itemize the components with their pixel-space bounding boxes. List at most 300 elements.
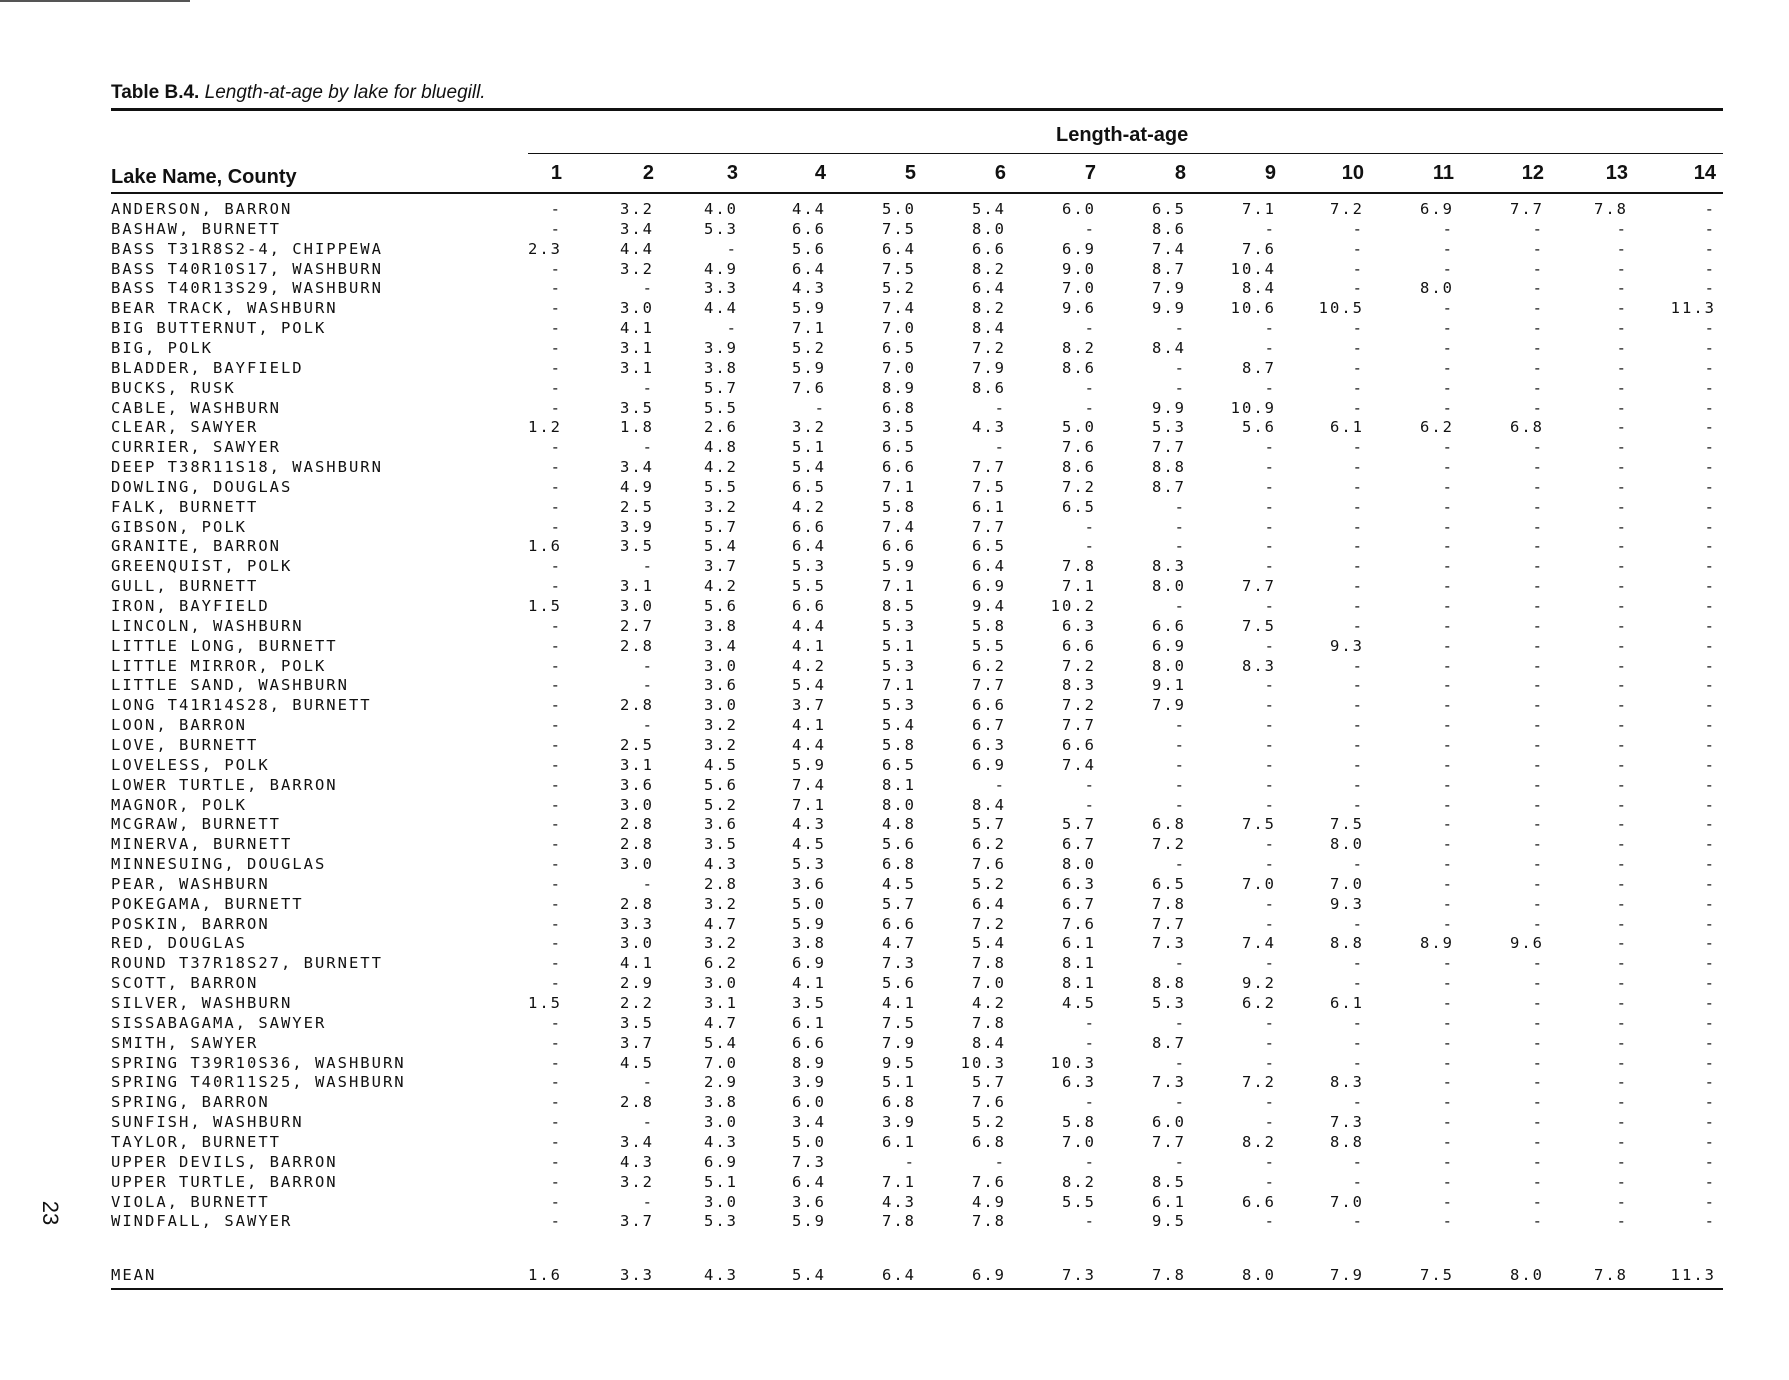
lake-name: GRANITE, BARRON [111,537,281,556]
length-age-4: 6.5 [792,477,826,496]
length-age-9: 6.2 [1242,994,1276,1012]
length-age-11: - [1442,874,1454,893]
length-age-9: - [1264,954,1276,973]
length-age-4: 4.5 [792,835,826,854]
length-age-7: 7.0 [1062,1132,1096,1151]
length-age-10: - [1352,517,1364,536]
length-age-7: 7.2 [1062,477,1096,496]
lake-name: LINCOLN, WASHBURN [111,616,304,635]
age-header-9: 9 [1264,162,1276,184]
lake-name: SCOTT, BARRON [111,974,259,993]
lake-name: SPRING T40R11S25, WASHBURN [111,1073,406,1092]
length-age-4: 4.3 [792,815,826,834]
length-age-10: - [1352,616,1364,635]
length-age-13: - [1616,438,1628,457]
length-age-6: - [994,438,1006,457]
length-age-9: - [1264,914,1276,933]
lake-name: BASHAW, BURNETT [111,219,281,238]
length-age-4: 7.1 [792,319,826,338]
length-age-13: - [1616,219,1628,238]
length-age-9: - [1264,835,1276,854]
length-age-14: - [1704,954,1716,973]
length-age-9: - [1264,517,1276,536]
length-age-11: 6.2 [1420,418,1454,437]
length-age-6: 8.4 [972,1033,1006,1052]
length-age-2: 2.8 [620,835,654,854]
length-age-9: 7.5 [1242,815,1276,834]
length-age-2: - [642,438,654,457]
table-row [0,418,1789,438]
length-age-1: 1.6 [528,537,562,556]
length-age-4: 5.6 [792,239,826,258]
length-age-5: 4.7 [882,934,916,953]
table-row [0,458,1789,478]
length-age-11: - [1442,299,1454,318]
length-age-13: - [1616,676,1628,695]
length-age-14: - [1704,815,1716,834]
length-age-6: 6.1 [972,497,1006,516]
length-age-6: 7.7 [972,517,1006,536]
length-age-8: 7.7 [1152,1132,1186,1151]
length-age-2: 3.5 [620,398,654,417]
length-age-9: 10.4 [1230,259,1276,278]
lake-name: SPRING, BARRON [111,1093,270,1112]
length-age-7: 6.1 [1062,934,1096,953]
length-age-11: - [1442,458,1454,477]
length-age-6: 7.8 [972,1212,1006,1231]
length-age-1: - [550,616,562,635]
length-age-7: - [1084,795,1096,814]
length-age-6: 7.0 [972,974,1006,993]
length-age-9: - [1264,338,1276,357]
length-age-4: 4.2 [792,656,826,675]
length-age-4: 5.9 [792,1212,826,1231]
length-age-5: 7.1 [882,477,916,496]
table-caption-label: Table B.4. [111,82,200,103]
length-age-7: 7.2 [1062,696,1096,715]
length-age-9: 9.2 [1242,974,1276,993]
length-age-6: 5.7 [972,815,1006,834]
length-age-11: - [1442,1013,1454,1032]
length-age-11: - [1442,319,1454,338]
length-age-10: 8.3 [1330,1073,1364,1092]
length-age-4: 3.4 [792,1113,826,1132]
length-age-8: - [1174,1093,1186,1112]
length-age-12: - [1532,676,1544,695]
page-number: 23 [38,1200,64,1226]
table-row [0,279,1789,299]
length-age-9: - [1264,894,1276,913]
length-age-1: - [550,676,562,695]
length-age-12: - [1532,1192,1544,1211]
table-row [0,299,1789,319]
age-header-3: 3 [726,162,738,184]
length-age-4: 6.4 [792,259,826,278]
length-age-6: 6.9 [972,755,1006,774]
length-age-2: - [642,1073,654,1092]
length-age-14: - [1704,914,1716,933]
lake-name: LITTLE SAND, WASHBURN [111,676,349,695]
length-age-10: 10.5 [1318,299,1364,318]
lake-name: LONG T41R14S28, BURNETT [111,696,372,715]
length-age-5: 7.1 [882,1172,916,1191]
length-age-7: 6.6 [1062,735,1096,754]
length-age-5: 7.8 [882,1212,916,1231]
length-age-12: - [1532,855,1544,874]
length-age-3: 3.0 [704,656,738,675]
length-age-3: 5.3 [704,219,738,238]
length-age-12: - [1532,1132,1544,1151]
length-age-2: 3.0 [620,795,654,814]
lake-name: BASS T40R10S17, WASHBURN [111,259,383,278]
length-age-2: 3.2 [620,200,654,218]
length-age-12: - [1532,497,1544,516]
length-age-7: 6.9 [1062,239,1096,258]
length-age-12: - [1532,616,1544,635]
table-row [0,577,1789,597]
lake-name: POKEGAMA, BURNETT [111,894,304,913]
lake-name: LITTLE MIRROR, POLK [111,656,327,675]
lake-name: MINERVA, BURNETT [111,835,293,854]
table-row [0,1173,1789,1193]
length-age-10: - [1352,557,1364,576]
length-age-14: 11.3 [1670,299,1716,318]
length-age-12: - [1532,477,1544,496]
length-age-1: - [550,338,562,357]
length-age-1: - [550,934,562,953]
lake-name: VIOLA, BURNETT [111,1192,270,1211]
table-row [0,1193,1789,1213]
table-row [0,835,1789,855]
length-age-2: - [642,874,654,893]
age-header-4: 4 [814,162,826,184]
length-age-12: - [1532,735,1544,754]
length-age-5: 7.5 [882,259,916,278]
length-age-14: - [1704,716,1716,735]
length-age-3: 3.8 [704,358,738,377]
table-row [0,220,1789,240]
length-age-1: - [550,577,562,596]
length-age-9: - [1264,557,1276,576]
length-age-14: - [1704,775,1716,794]
length-age-10: - [1352,259,1364,278]
length-age-4: 6.6 [792,517,826,536]
length-age-4: 5.3 [792,855,826,874]
length-age-13: - [1616,537,1628,556]
length-age-3: 4.0 [704,200,738,218]
length-age-8: - [1174,775,1186,794]
length-age-1: - [550,835,562,854]
length-age-10: - [1352,775,1364,794]
length-age-4: 5.5 [792,577,826,596]
length-age-2: 3.0 [620,934,654,953]
table-row [0,716,1789,736]
length-age-14: - [1704,616,1716,635]
length-age-4: 6.4 [792,1172,826,1191]
length-age-12: - [1532,914,1544,933]
lake-name: MEAN [111,1266,157,1284]
length-age-12: - [1532,458,1544,477]
length-age-8: - [1174,497,1186,516]
length-age-12: - [1532,1172,1544,1191]
lake-name: ROUND T37R18S27, BURNETT [111,954,383,973]
length-age-1: - [550,1073,562,1092]
length-age-14: - [1704,1212,1716,1231]
table-row [0,1073,1789,1093]
age-header-7: 7 [1084,162,1096,184]
age-header-8: 8 [1174,162,1186,184]
length-age-3: 3.2 [704,894,738,913]
length-age-7: 4.5 [1062,994,1096,1012]
length-age-2: 2.5 [620,735,654,754]
length-age-14: - [1704,894,1716,913]
length-age-7: - [1084,319,1096,338]
length-age-2: 3.1 [620,338,654,357]
length-age-2: 4.9 [620,477,654,496]
length-age-2: 4.1 [620,319,654,338]
lake-name: ANDERSON, BARRON [111,200,293,218]
length-age-11: 8.0 [1420,279,1454,298]
length-age-14: - [1704,239,1716,258]
length-age-8: - [1174,755,1186,774]
length-age-4: 6.4 [792,537,826,556]
group-underline [528,153,1723,154]
length-age-12: - [1532,894,1544,913]
length-age-4: 6.6 [792,1033,826,1052]
length-age-5: 6.4 [882,239,916,258]
length-age-3: 5.4 [704,537,738,556]
length-age-13: - [1616,616,1628,635]
length-age-8: 8.0 [1152,656,1186,675]
length-age-5: 5.3 [882,696,916,715]
length-age-5: 6.6 [882,537,916,556]
length-age-5: 5.6 [882,974,916,993]
length-age-13: - [1616,815,1628,834]
length-age-9: - [1264,755,1276,774]
length-age-8: 7.7 [1152,914,1186,933]
lake-name: DEEP T38R11S18, WASHBURN [111,458,383,477]
lake-name: GIBSON, POLK [111,517,247,536]
length-age-1: - [550,855,562,874]
length-age-8: 6.9 [1152,636,1186,655]
length-age-4: 4.3 [792,279,826,298]
length-age-11: - [1442,815,1454,834]
length-age-9: - [1264,1033,1276,1052]
length-age-1: - [550,358,562,377]
length-age-5: 6.8 [882,855,916,874]
length-age-8: - [1174,735,1186,754]
length-age-3: 7.0 [704,1053,738,1072]
length-age-1: - [550,1013,562,1032]
table-row [0,438,1789,458]
lake-name: LOON, BARRON [111,716,247,735]
length-age-6: 7.6 [972,1172,1006,1191]
length-age-7: 8.6 [1062,458,1096,477]
length-age-11: - [1442,656,1454,675]
length-age-12: - [1532,557,1544,576]
length-age-13: - [1616,795,1628,814]
length-age-6: 6.6 [972,696,1006,715]
length-age-6: 5.2 [972,874,1006,893]
length-age-5: 4.8 [882,815,916,834]
length-age-3: - [726,239,738,258]
length-age-11: - [1442,438,1454,457]
length-age-7: - [1084,1093,1096,1112]
length-age-4: 4.1 [792,636,826,655]
lake-name: BUCKS, RUSK [111,378,236,397]
length-age-3: - [726,319,738,338]
length-age-7: - [1084,1013,1096,1032]
length-age-2: 3.1 [620,358,654,377]
length-age-11: - [1442,1053,1454,1072]
length-age-12: - [1532,994,1544,1012]
length-age-10: - [1352,497,1364,516]
table-row [0,934,1789,954]
length-age-2: - [642,557,654,576]
length-age-10: - [1352,438,1364,457]
length-age-6: 6.8 [972,1132,1006,1151]
length-age-5: 7.0 [882,358,916,377]
length-age-7: 6.5 [1062,497,1096,516]
length-age-10: 9.3 [1330,636,1364,655]
length-age-13: - [1616,1212,1628,1231]
length-age-3: 3.8 [704,616,738,635]
length-age-10: - [1352,1212,1364,1231]
length-age-13: - [1616,1192,1628,1211]
length-age-4: 5.3 [792,557,826,576]
length-age-10: - [1352,696,1364,715]
table-row [0,1054,1789,1074]
length-age-11: - [1442,239,1454,258]
length-age-3: 3.9 [704,338,738,357]
length-age-6: 6.4 [972,557,1006,576]
lake-name: SUNFISH, WASHBURN [111,1113,304,1132]
table-row [0,915,1789,935]
length-age-14: - [1704,259,1716,278]
length-age-9: 10.6 [1230,299,1276,318]
length-age-2: 3.3 [620,914,654,933]
length-age-12: - [1532,636,1544,655]
length-age-3: 3.5 [704,835,738,854]
length-age-14: - [1704,279,1716,298]
length-age-3: 5.2 [704,795,738,814]
length-age-2: 3.0 [620,597,654,615]
header-rule [111,192,1723,194]
table-row [0,815,1789,835]
length-age-2: - [642,716,654,735]
length-age-9: - [1264,1152,1276,1171]
length-age-11: - [1442,716,1454,735]
length-age-11: - [1442,517,1454,536]
length-age-12: - [1532,438,1544,457]
length-age-14: - [1704,636,1716,655]
length-age-10: 6.1 [1330,994,1364,1012]
table-row [0,796,1789,816]
length-age-11: - [1442,1152,1454,1171]
length-age-3: 6.2 [704,954,738,973]
length-age-4: 5.1 [792,438,826,457]
length-age-1: - [550,319,562,338]
length-age-2: 2.8 [620,696,654,715]
length-age-7: 6.3 [1062,874,1096,893]
length-age-2: 3.9 [620,517,654,536]
length-age-4: 3.7 [792,696,826,715]
length-age-6: 7.7 [972,458,1006,477]
length-age-8: - [1174,319,1186,338]
length-age-6: 7.5 [972,477,1006,496]
length-age-8: 6.6 [1152,616,1186,635]
length-age-13: - [1616,1172,1628,1191]
length-age-4: 5.0 [792,1132,826,1151]
length-age-12: - [1532,338,1544,357]
length-age-11: - [1442,795,1454,814]
length-age-10: 7.3 [1330,1113,1364,1132]
length-age-3: 6.9 [704,1152,738,1171]
table-caption-text: Length-at-age by lake for bluegill. [204,82,486,103]
length-age-11: - [1442,577,1454,596]
length-age-6: 8.2 [972,299,1006,318]
length-age-12: - [1532,775,1544,794]
length-age-3: 5.1 [704,1172,738,1191]
length-age-7: 5.7 [1062,815,1096,834]
length-age-13: - [1616,835,1628,854]
length-age-10: - [1352,1093,1364,1112]
length-age-1: - [550,1053,562,1072]
length-age-5: 5.6 [882,835,916,854]
length-age-3: 3.1 [704,994,738,1012]
length-age-13: - [1616,1132,1628,1151]
length-age-6: 6.4 [972,894,1006,913]
length-age-6: - [994,1152,1006,1171]
length-age-12: - [1532,696,1544,715]
lake-name: WINDFALL, SAWYER [111,1212,293,1231]
length-age-4: 5.9 [792,914,826,933]
length-age-1: 1.5 [528,994,562,1012]
length-age-9: 7.7 [1242,577,1276,596]
table-row [0,855,1789,875]
length-age-6: 10.3 [960,1053,1006,1072]
length-age-12: - [1532,239,1544,258]
length-age-3: 5.6 [704,775,738,794]
length-age-13: - [1616,1013,1628,1032]
length-age-12: - [1532,954,1544,973]
length-age-11: - [1442,557,1454,576]
length-age-5: - [904,1152,916,1171]
length-age-2: 3.1 [620,577,654,596]
lake-name: GREENQUIST, POLK [111,557,293,576]
table-row [0,617,1789,637]
length-age-6: 6.2 [972,656,1006,675]
length-age-5: 8.9 [882,378,916,397]
length-age-1: - [550,398,562,417]
length-age-3: 4.8 [704,438,738,457]
length-age-3: 4.7 [704,1013,738,1032]
table-row [0,379,1789,399]
length-age-14: - [1704,319,1716,338]
length-age-10: - [1352,577,1364,596]
length-age-2: 4.3 [620,1152,654,1171]
length-age-8: 7.3 [1152,934,1186,953]
length-age-9: - [1264,716,1276,735]
length-age-11: - [1442,775,1454,794]
length-age-1: 1.2 [528,418,562,437]
length-age-12: 8.0 [1510,1266,1544,1284]
length-age-6: 4.9 [972,1192,1006,1211]
length-age-13: - [1616,1073,1628,1092]
length-age-10: - [1352,398,1364,417]
age-header-11: 11 [1432,162,1454,184]
length-age-3: 3.3 [704,279,738,298]
